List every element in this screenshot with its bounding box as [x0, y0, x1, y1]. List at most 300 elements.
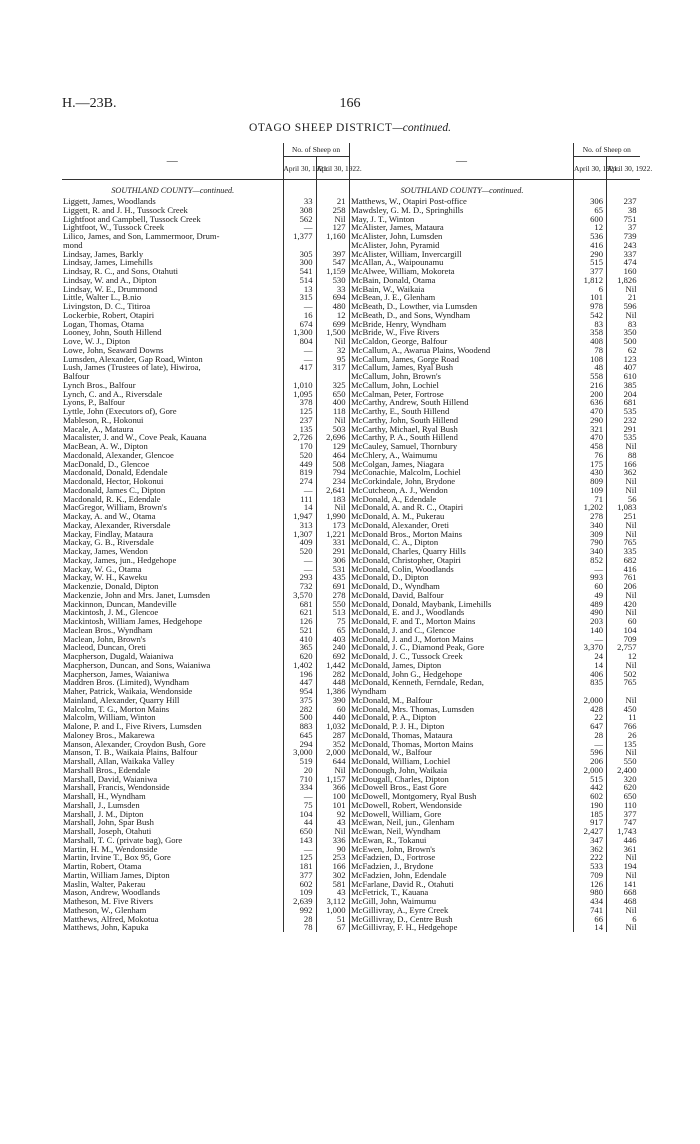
- sheep-1922: 101: [316, 801, 349, 810]
- sheep-1922: 366: [316, 783, 349, 792]
- sheep-1921: 358: [574, 328, 607, 337]
- owner-name: Mackay, Alexander, Riversdale: [63, 519, 171, 530]
- sheep-1921: 181: [283, 862, 316, 871]
- sheep-1921: 66: [574, 915, 607, 924]
- owner-name: Lindsay, W. and A., Dipton: [63, 274, 157, 285]
- sheep-1921: 442: [574, 783, 607, 792]
- owner-name: McEwan, Neil, jun., Glenham: [350, 818, 574, 827]
- sheep-1921: 378: [283, 398, 316, 407]
- owner-name: Mawdsley, G. M. D., Springhills: [350, 206, 574, 215]
- sheep-1921: 334: [283, 783, 316, 792]
- sheep-1921: 143: [283, 836, 316, 845]
- owner-name: Love, W. J., Dipton: [63, 336, 131, 346]
- owner-name: McDonald, Thomas, Mataura: [350, 731, 574, 740]
- sheep-1922: 56: [627, 493, 637, 504]
- owner-name: Mackay, W. H., Kaweku: [63, 572, 148, 583]
- sheep-1921: 104: [283, 810, 316, 819]
- owner-name: McCaldon, George, Balfour: [350, 337, 574, 346]
- owner-name: mond: [63, 239, 83, 250]
- sheep-1922: Nil: [316, 416, 349, 425]
- owner-name: Marshall, T. C. (private bag), Gore: [63, 834, 183, 845]
- owner-name: Balfour: [63, 371, 90, 381]
- sheep-1922: 160: [623, 266, 637, 276]
- owner-name: McDonald, P. A., Dipton: [350, 713, 574, 722]
- sheep-1922: 1,221: [316, 530, 349, 539]
- sheep-1921: 71: [574, 495, 607, 504]
- owner-name: Lindsay, R. C., and Sons, Otahuti: [63, 266, 178, 276]
- sheep-1922: 682: [623, 554, 637, 565]
- sheep-1921: 562: [283, 215, 316, 224]
- owner-name: McFarlane, David R., Otahuti: [350, 880, 574, 889]
- sheep-1921: 992: [283, 906, 316, 915]
- sheep-1922: Nil: [625, 607, 637, 618]
- sheep-1921: 321: [574, 425, 607, 434]
- sheep-1922: 1,386: [316, 687, 349, 696]
- sheep-1921: 347: [574, 836, 607, 845]
- sheep-1922: 681: [623, 397, 637, 408]
- sheep-1921: 375: [283, 696, 316, 705]
- owner-name: McGillivray, D., Centre Bush: [350, 915, 574, 924]
- sheep-1922: 2,000: [316, 748, 349, 757]
- sheep-1922: 765: [623, 677, 637, 688]
- sheep-1921: 1,402: [283, 661, 316, 670]
- sheep-1922: 92: [316, 810, 349, 819]
- sheep-1921: 980: [574, 888, 607, 897]
- sheep-1921: —: [283, 223, 316, 232]
- sheep-1922: 610: [623, 371, 637, 381]
- sheep-1921: 600: [574, 215, 607, 224]
- owner-name: Malcolm, William, Winton: [63, 712, 156, 723]
- owner-name: McCutcheon, A. J., Wendon: [350, 486, 574, 495]
- sheep-1921: 520: [283, 451, 316, 460]
- sheep-1921: 282: [283, 705, 316, 714]
- sheep-1921: 410: [283, 635, 316, 644]
- owner-name: McDonald, James, Dipton: [350, 661, 574, 670]
- owner-name: McDonald, E. and J., Woodlands: [350, 608, 574, 617]
- owner-name: Mackay, Findlay, Mataura: [63, 528, 154, 539]
- owner-name: McDonald, P. J. H., Dipton: [350, 722, 574, 731]
- sheep-1921: 290: [574, 250, 607, 259]
- sheep-1922: Nil: [625, 519, 637, 530]
- sheep-1921: 558: [574, 372, 607, 381]
- sheep-1921: 521: [283, 626, 316, 635]
- sheep-1922: 500: [623, 336, 637, 346]
- sheep-1922: 1,083: [617, 502, 637, 513]
- sheep-1921: 216: [574, 381, 607, 390]
- owner-name: McGillivray, F. H., Hedgehope: [350, 923, 574, 932]
- sheep-1922: 21: [316, 197, 349, 206]
- sheep-1921: 428: [574, 705, 607, 714]
- owner-name: Maslin, Walter, Pakerau: [63, 878, 146, 889]
- sheep-1921: —: [283, 845, 316, 854]
- sheep-1921: 83: [574, 320, 607, 329]
- owner-name: McDonald, W., Balfour: [350, 748, 574, 757]
- sheep-1921: 835: [574, 678, 607, 687]
- owner-name: McEwen, John, Brown's: [350, 845, 574, 854]
- sheep-1921: 12: [574, 223, 607, 232]
- sheep-1922: 3,112: [316, 897, 349, 906]
- sheep-1922: 12: [316, 311, 349, 320]
- owner-name: Matthews, W., Otapiri Post-office: [350, 197, 574, 206]
- owner-name: MacGregor, William, Brown's: [63, 502, 167, 513]
- sheep-1922: 699: [316, 320, 349, 329]
- sheep-1921: 60: [574, 582, 607, 591]
- sheep-1922: Nil: [625, 476, 637, 486]
- owner-name: McCallum, James, Gorge Road: [350, 355, 574, 364]
- owner-name: McAlister, John, Pyramid: [350, 241, 574, 250]
- sheep-1921: 3,000: [283, 748, 316, 757]
- sheep-table-right: [349, 143, 653, 933]
- owner-name: McDonald, William, Lochiel: [350, 757, 574, 766]
- sheep-1922: 1,000: [316, 906, 349, 915]
- owner-name: Marshall, J. M., Dipton: [63, 808, 144, 819]
- sheep-1921: 710: [283, 775, 316, 784]
- sheep-1921: 278: [574, 512, 607, 521]
- sheep-1921: 185: [574, 810, 607, 819]
- owner-name: Macpherson, James, Waianiwa: [63, 668, 170, 679]
- sheep-1922: Nil: [625, 589, 637, 600]
- sheep-1921: 2,726: [283, 433, 316, 442]
- sheep-1921: 809: [574, 477, 607, 486]
- sheep-1922: 282: [316, 670, 349, 679]
- sheep-1921: 170: [283, 442, 316, 451]
- owner-name: McBride, Henry, Wyndham: [350, 320, 574, 329]
- owner-name: McDonald, A. and R. C., Otapiri: [350, 503, 574, 512]
- owner-name: McAllan, A., Waipounamu: [350, 258, 574, 267]
- owner-name: McDonald, J. C., Diamond Peak, Gore: [350, 643, 574, 652]
- sheep-1922: 435: [316, 573, 349, 582]
- sheep-1921: 3,570: [283, 591, 316, 600]
- sheep-1922: Nil: [316, 766, 349, 775]
- sheep-1922: 234: [316, 477, 349, 486]
- sheep-1921: 48: [574, 363, 607, 372]
- sheep-1921: 203: [574, 617, 607, 626]
- sheep-1921: 1,300: [283, 328, 316, 337]
- owner-name: McColgan, James, Niagara: [350, 460, 574, 469]
- owner-name: Mackintosh, William James, Hedgehope: [63, 616, 203, 626]
- table-row: [62, 363, 349, 372]
- sheep-1922: 337: [623, 248, 637, 259]
- sheep-1922: 21: [627, 292, 637, 303]
- sheep-1921: 33: [283, 197, 316, 206]
- table-row: [350, 678, 640, 687]
- sheep-1922: 336: [316, 836, 349, 845]
- owner-name: Wyndham: [350, 687, 574, 696]
- sheep-1922: 141: [623, 878, 637, 889]
- owner-name: McFadzien, J., Brydone: [350, 862, 574, 871]
- table-row: [62, 232, 349, 241]
- sheep-1921: 294: [283, 740, 316, 749]
- sheep-1922: 129: [316, 442, 349, 451]
- sheep-1921: 14: [574, 923, 607, 932]
- sheep-1922: 43: [316, 888, 349, 897]
- sheep-1921: 1,812: [574, 276, 607, 285]
- sheep-1921: 75: [283, 801, 316, 810]
- owner-column-header: —: [350, 143, 574, 180]
- sheep-1922: 183: [316, 495, 349, 504]
- sheep-1921: 126: [283, 617, 316, 626]
- owner-name: McDonald, Kenneth, Ferndale, Redan,: [350, 678, 574, 687]
- owner-name: Macpherson, Dugald, Waianiwa: [63, 651, 174, 661]
- sheep-1921: 417: [283, 363, 316, 372]
- sheep-1921: 20: [283, 766, 316, 775]
- sheep-1922: 644: [316, 757, 349, 766]
- owner-name: Marshall, David, Waianiwa: [63, 773, 158, 784]
- owner-name: Macdonald, James C., Dipton: [63, 484, 166, 495]
- owner-name: McDonald, Thomas, Morton Mains: [350, 740, 574, 749]
- sheep-1921: 300: [283, 258, 316, 267]
- owner-name: Mackay, A. and W., Otama: [63, 511, 156, 521]
- sheep-1921: 645: [283, 731, 316, 740]
- owner-name: Mackintosh, J. M., Glencoe: [63, 607, 159, 618]
- owner-name: Macpherson, Duncan, and Sons, Waianiwa: [63, 659, 211, 670]
- sheep-1922: 67: [316, 923, 349, 932]
- sheep-1922: 531: [316, 565, 349, 574]
- sheep-1921: 140: [574, 626, 607, 635]
- sheep-1922: 450: [623, 703, 637, 714]
- sheep-1922: 650: [623, 791, 637, 801]
- owner-name: Martin, Robert, Otama: [63, 861, 142, 871]
- sheep-1921: 647: [574, 722, 607, 731]
- owner-name: McCallum, John, Brown's: [350, 372, 574, 381]
- sheep-1922: 243: [623, 239, 637, 250]
- sheep-1922: 100: [316, 792, 349, 801]
- sheep-1922: 60: [627, 616, 637, 626]
- sheep-1921: 274: [283, 477, 316, 486]
- owner-name: McBride, W., Five Rivers: [350, 328, 574, 337]
- sheep-1922: 2,696: [316, 433, 349, 442]
- sheep-1922: Nil: [625, 869, 637, 880]
- owner-name: Lindsay, James, Barkly: [63, 248, 144, 259]
- sheep-1921: —: [283, 792, 316, 801]
- sheep-1922: 377: [623, 808, 637, 819]
- owner-name: Little, Walter L., B.nio: [63, 292, 142, 303]
- sheep-1922: 1,157: [316, 775, 349, 784]
- owner-name: McDowell, Robert, Wendonside: [350, 801, 574, 810]
- owner-name: Lynch Bros., Balfour: [63, 379, 136, 390]
- sheep-1921: 602: [574, 792, 607, 801]
- sheep-1922: Nil: [625, 922, 637, 933]
- sheep-1922: 83: [627, 318, 637, 329]
- sheep-1922: 361: [623, 843, 637, 854]
- owner-name: McCarthy, John, South Hillend: [350, 416, 574, 425]
- sheep-1922: 668: [623, 887, 637, 898]
- owner-name: MacBean, A. W., Dipton: [63, 441, 148, 451]
- owner-name: McDonald, J. C., Tussock Creek: [350, 652, 574, 661]
- section-heading: SOUTHLAND COUNTY—continued.: [111, 186, 235, 195]
- sheep-1922: 1,826: [617, 274, 637, 285]
- sheep-1921: 206: [574, 757, 607, 766]
- sheep-1921: 515: [574, 775, 607, 784]
- sheep-1922: 596: [623, 301, 637, 311]
- sheep-1921: 340: [574, 521, 607, 530]
- sheep-1921: 293: [283, 573, 316, 582]
- sheep-1922: 331: [316, 538, 349, 547]
- sheep-1921: 430: [574, 468, 607, 477]
- sheep-1921: 28: [283, 915, 316, 924]
- owner-name: Mackenzie, Donald, Dipton: [63, 581, 159, 591]
- sheep-1922: Nil: [316, 215, 349, 224]
- sheep-1922: 2,641: [316, 486, 349, 495]
- sheep-1921: 13: [283, 285, 316, 294]
- sheep-1922: Nil: [625, 852, 637, 863]
- sheep-1922: 37: [627, 222, 637, 233]
- sheep-1921: 340: [574, 547, 607, 556]
- sheep-1921: 377: [574, 267, 607, 276]
- sheep-1921: 490: [574, 608, 607, 617]
- owner-name: Martin, William James, Dipton: [63, 869, 170, 880]
- sheep-1921: —: [574, 635, 607, 644]
- year-1921-header: April 30, 1921.: [283, 157, 316, 180]
- owner-name: McEwan, R., Tokanui: [350, 836, 574, 845]
- table-row: [350, 923, 640, 932]
- sheep-1921: 489: [574, 600, 607, 609]
- owner-name: McCarthy, P. A., South Hillend: [350, 433, 574, 442]
- sheep-1922: 650: [316, 390, 349, 399]
- sheep-1922: 291: [316, 547, 349, 556]
- sheep-1922: 530: [316, 276, 349, 285]
- sheep-1921: 709: [574, 871, 607, 880]
- sheep-1921: 819: [283, 468, 316, 477]
- sheep-1921: 306: [574, 197, 607, 206]
- sheep-1921: 954: [283, 687, 316, 696]
- sheep-1921: 101: [574, 293, 607, 302]
- sheep-1922: 692: [316, 652, 349, 661]
- sheep-1922: Nil: [625, 441, 637, 451]
- sheep-1922: 765: [623, 537, 637, 548]
- owner-name: McGill, John, Waimumu: [350, 897, 574, 906]
- sheep-1921: —: [283, 565, 316, 574]
- year-1922-header: April 30, 1922.: [607, 157, 640, 180]
- page-number: 166: [339, 96, 361, 111]
- owner-name: Looney, John, South Hillend: [63, 327, 162, 338]
- sheep-1921: 108: [574, 355, 607, 364]
- owner-name: McDonald, Charles, Quarry Hills: [350, 547, 574, 556]
- sheep-1921: 1,947: [283, 512, 316, 521]
- sheep-1921: 458: [574, 442, 607, 451]
- owner-name: Lowe, John, Seaward Downs: [63, 344, 164, 355]
- owner-name: Lilico, James, and Son, Lammermoor, Drum-: [63, 231, 220, 241]
- sheep-1921: 313: [283, 521, 316, 530]
- sheep-1921: 602: [283, 880, 316, 889]
- owner-name: Mackay, W. G., Otama: [63, 563, 142, 574]
- sheep-1921: 409: [283, 538, 316, 547]
- owner-name: Martin, Irvine T., Box 95, Gore: [63, 852, 171, 863]
- owner-name: Mackay, James, jun., Hedgehope: [63, 554, 177, 565]
- owner-name: McBean, J. E., Glenham: [350, 293, 574, 302]
- sheep-1921: —: [574, 740, 607, 749]
- sheep-1922: 464: [316, 451, 349, 460]
- sheep-1922: 237: [623, 196, 637, 206]
- sheep-1921: 196: [283, 670, 316, 679]
- sheep-1922: 747: [623, 817, 637, 828]
- owner-name: Lockerbie, Robert, Otapiri: [63, 309, 155, 320]
- sheep-1922: 1,500: [316, 328, 349, 337]
- sheep-1921: 362: [574, 845, 607, 854]
- owner-name: Matthews, John, Kapuka: [63, 922, 149, 933]
- sheep-1921: —: [283, 486, 316, 495]
- sheep-1922: 278: [316, 591, 349, 600]
- owner-name: Macale, A., Mataura: [63, 423, 134, 434]
- sheep-1922: 320: [623, 773, 637, 784]
- sheep-1922: 251: [623, 511, 637, 521]
- sheep-1922: 502: [623, 668, 637, 679]
- sheep-1921: 109: [574, 486, 607, 495]
- sheep-1922: 232: [623, 414, 637, 425]
- owner-name: McDonald, A., Edendale: [350, 495, 574, 504]
- owner-name: McEwan, Neil, Wyndham: [350, 827, 574, 836]
- sheep-1922: 480: [316, 302, 349, 311]
- sheep-1922: 535: [623, 432, 637, 443]
- sheep-1921: 790: [574, 538, 607, 547]
- owner-name: Malcolm, T. G., Morton Mains: [63, 703, 170, 714]
- owner-name: McDonald, Mrs. Thomas, Lumsden: [350, 705, 574, 714]
- owner-name: Manson, T. B., Waikaia Plains, Balfour: [63, 747, 198, 758]
- sheep-1921: 3,370: [574, 643, 607, 652]
- sheep-1921: 978: [574, 302, 607, 311]
- owner-name: McAlwee, William, Mokoreta: [350, 267, 574, 276]
- owner-name: Matthews, Alfred, Mokotua: [63, 913, 159, 924]
- sheep-1922: Nil: [316, 827, 349, 836]
- sheep-1922: Nil: [625, 309, 637, 320]
- sheep-1922: 420: [623, 598, 637, 609]
- sheep-1922: 513: [316, 608, 349, 617]
- sheep-1921: —: [283, 302, 316, 311]
- sheep-1922: 135: [623, 738, 637, 749]
- owner-name: Liggett, James, Woodlands: [63, 196, 156, 206]
- sheep-1922: 26: [627, 729, 637, 740]
- owner-name: McDonald Bros., Morton Mains: [350, 530, 574, 539]
- sheep-1922: 1,442: [316, 661, 349, 670]
- page-title: [0, 122, 700, 134]
- owner-name: Mackenzie, John and Mrs. Janet, Lumsden: [63, 589, 211, 600]
- owner-name: Maclean, John, Brown's: [63, 633, 146, 644]
- owner-name: Macleod, Duncan, Oreti: [63, 642, 147, 653]
- sheep-1922: 1,743: [617, 826, 637, 836]
- owner-name: McGillivray, A., Eyre Creek: [350, 906, 574, 915]
- sheep-1922: 440: [316, 713, 349, 722]
- sheep-1921: 365: [283, 643, 316, 652]
- sheep-1921: 290: [574, 416, 607, 425]
- owner-name: Lyttle, John (Executors of), Gore: [63, 406, 177, 416]
- owner-name: Macdonald, R. K., Edendale: [63, 493, 161, 504]
- sheep-1921: 222: [574, 853, 607, 862]
- owner-name: Marshall, Allan, Waikaka Valley: [63, 756, 175, 766]
- sheep-1922: 240: [316, 643, 349, 652]
- table-row: [62, 923, 349, 932]
- owner-name: McCallum, James, Ryal Bush: [350, 363, 574, 372]
- owner-name: Maloney Bros., Makarewa: [63, 729, 155, 740]
- owner-name: Lumsden, Alexander, Gap Road, Winton: [63, 353, 203, 364]
- sheep-1921: 125: [283, 407, 316, 416]
- owner-name: Marshall, Francis, Wendonside: [63, 782, 170, 793]
- sheep-1921: 514: [283, 276, 316, 285]
- sheep-1922: 794: [316, 468, 349, 477]
- sheep-1922: 127: [316, 223, 349, 232]
- owner-name: Maddren Bros. (Limited), Wyndham: [63, 677, 190, 688]
- owner-name: McBain, W., Waikaia: [350, 285, 574, 294]
- sheep-1921: 741: [574, 906, 607, 915]
- owner-name: Lynch, C. and A., Riversdale: [63, 388, 163, 399]
- sheep-1922: 302: [316, 871, 349, 880]
- title-suffix: —continued.: [392, 122, 451, 134]
- sheep-1921: 76: [574, 451, 607, 460]
- owner-name: Maher, Patrick, Waikaia, Wendonside: [63, 686, 193, 696]
- sheep-1921: 1,095: [283, 390, 316, 399]
- sheep-1921: —: [574, 565, 607, 574]
- sheep-1922: 508: [316, 460, 349, 469]
- sheep-1921: 126: [574, 880, 607, 889]
